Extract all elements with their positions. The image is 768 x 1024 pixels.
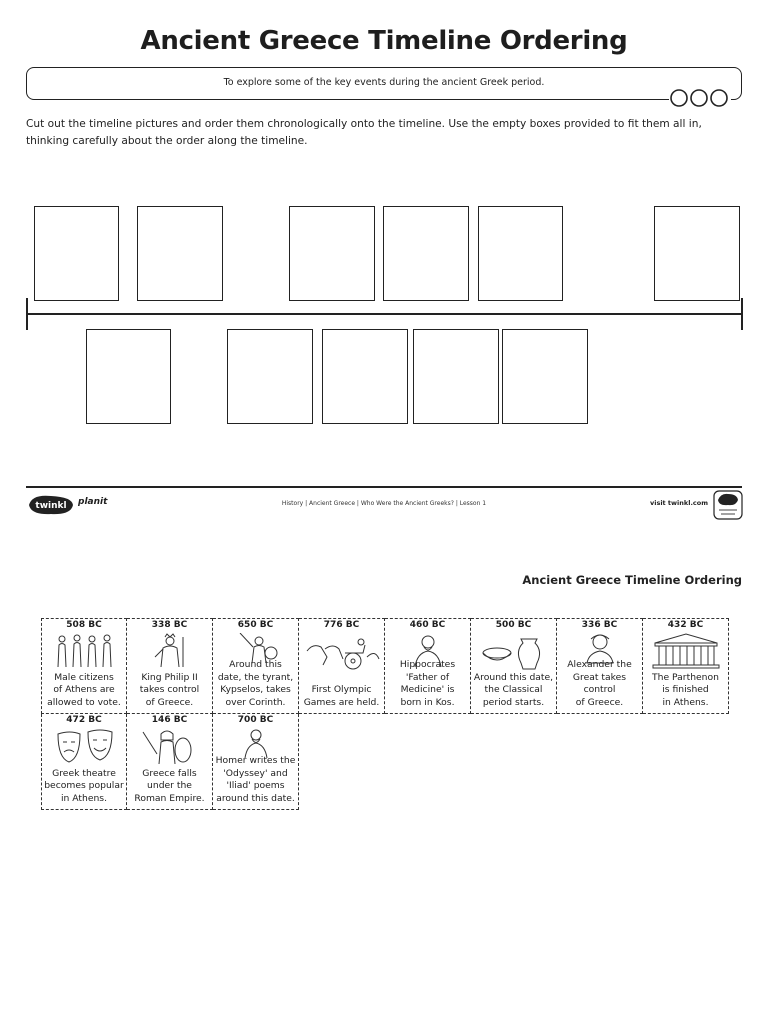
timeline-slot[interactable] <box>322 329 408 424</box>
rings-decoration-icon <box>669 87 731 107</box>
event-card[interactable] <box>127 618 213 714</box>
twinkl-logo-text: twinkl <box>35 501 67 511</box>
timeline-end-tick <box>741 298 743 330</box>
parthenon-icon <box>651 633 721 669</box>
timeline-slot[interactable] <box>502 329 588 424</box>
event-card[interactable] <box>41 618 127 714</box>
page-title: Ancient Greece Timeline Ordering <box>140 26 628 56</box>
card-text: Homer writes the 'Odyssey' and 'Iliad' poems around this date. <box>215 754 296 805</box>
quality-badge-icon <box>712 489 744 521</box>
timeline-slot[interactable] <box>654 206 740 301</box>
card-text: Greece falls under the Roman Empire. <box>134 767 205 805</box>
card-date: 508 BC <box>66 620 102 630</box>
homer-icon <box>231 728 281 758</box>
king-icon <box>145 633 195 669</box>
card-text: King Philip II takes control of Greece. <box>139 671 200 709</box>
event-card[interactable] <box>127 714 213 810</box>
timeline-slot[interactable] <box>383 206 469 301</box>
breadcrumb: History | Ancient Greece | Who Were the Ancient Greeks? | Lesson 1 <box>281 500 487 507</box>
chariot-icon <box>303 637 381 673</box>
timeline-slot[interactable] <box>478 206 563 301</box>
pottery-icon <box>481 637 547 673</box>
footer-line <box>26 486 742 488</box>
event-card[interactable] <box>213 618 299 714</box>
card-date: 146 BC <box>151 715 188 725</box>
card-date: 776 BC <box>323 620 360 630</box>
card-date: 500 BC <box>495 620 532 630</box>
instructions: Cut out the timeline pictures and order them chronologically onto the timeline. Use the empty boxes provided to fit them all in, thinking carefully about the order along the timeline. <box>26 118 702 147</box>
card-date: 700 BC <box>237 715 274 725</box>
timeline-slot[interactable] <box>137 206 223 301</box>
card-date: 338 BC <box>151 620 188 630</box>
card-text: First Olympic Games are held. <box>303 684 380 709</box>
event-card[interactable] <box>299 618 385 714</box>
timeline-line <box>26 313 742 315</box>
event-card[interactable] <box>557 618 643 714</box>
citizens-icon <box>54 633 116 669</box>
timeline-start-tick <box>26 298 28 330</box>
objective-text: To explore some of the key events during the ancient Greek period. <box>223 77 545 88</box>
visit-link[interactable]: visit twinkl.com <box>650 499 709 507</box>
card-date: 432 BC <box>667 620 704 630</box>
timeline-slot[interactable] <box>289 206 375 301</box>
event-card[interactable] <box>213 714 299 810</box>
event-card[interactable] <box>41 714 127 810</box>
soldier-icon <box>141 728 191 764</box>
card-text: Greek theatre becomes popular in Athens. <box>44 767 124 805</box>
timeline-slot[interactable] <box>34 206 119 301</box>
masks-icon <box>54 728 116 764</box>
card-text: Hippocrates 'Father of Medicine' is born in Kos. <box>399 658 456 709</box>
planit-label: planit <box>78 497 108 507</box>
card-text: Male citizens of Athens are allowed to vote. <box>47 671 121 709</box>
timeline-slot[interactable] <box>413 329 499 424</box>
cards-title: Ancient Greece Timeline Ordering <box>522 573 742 587</box>
card-text: Alexander the Great takes control of Greece. <box>567 658 632 709</box>
card-date: 472 BC <box>66 715 102 725</box>
card-date: 336 BC <box>581 620 618 630</box>
card-text: Around this date, the tyrant, Kypselos, takes over Corinth. <box>217 658 294 709</box>
event-card[interactable] <box>643 618 729 714</box>
card-text: The Parthenon is finished in Athens. <box>652 671 719 709</box>
card-date: 460 BC <box>409 620 446 630</box>
card-date: 650 BC <box>237 620 274 630</box>
event-card[interactable] <box>385 618 471 714</box>
event-card[interactable] <box>471 618 557 714</box>
card-text: Around this date, the Classical period starts. <box>473 671 554 709</box>
timeline-slot[interactable] <box>86 329 171 424</box>
timeline-slot[interactable] <box>227 329 313 424</box>
objective-box <box>26 67 742 100</box>
